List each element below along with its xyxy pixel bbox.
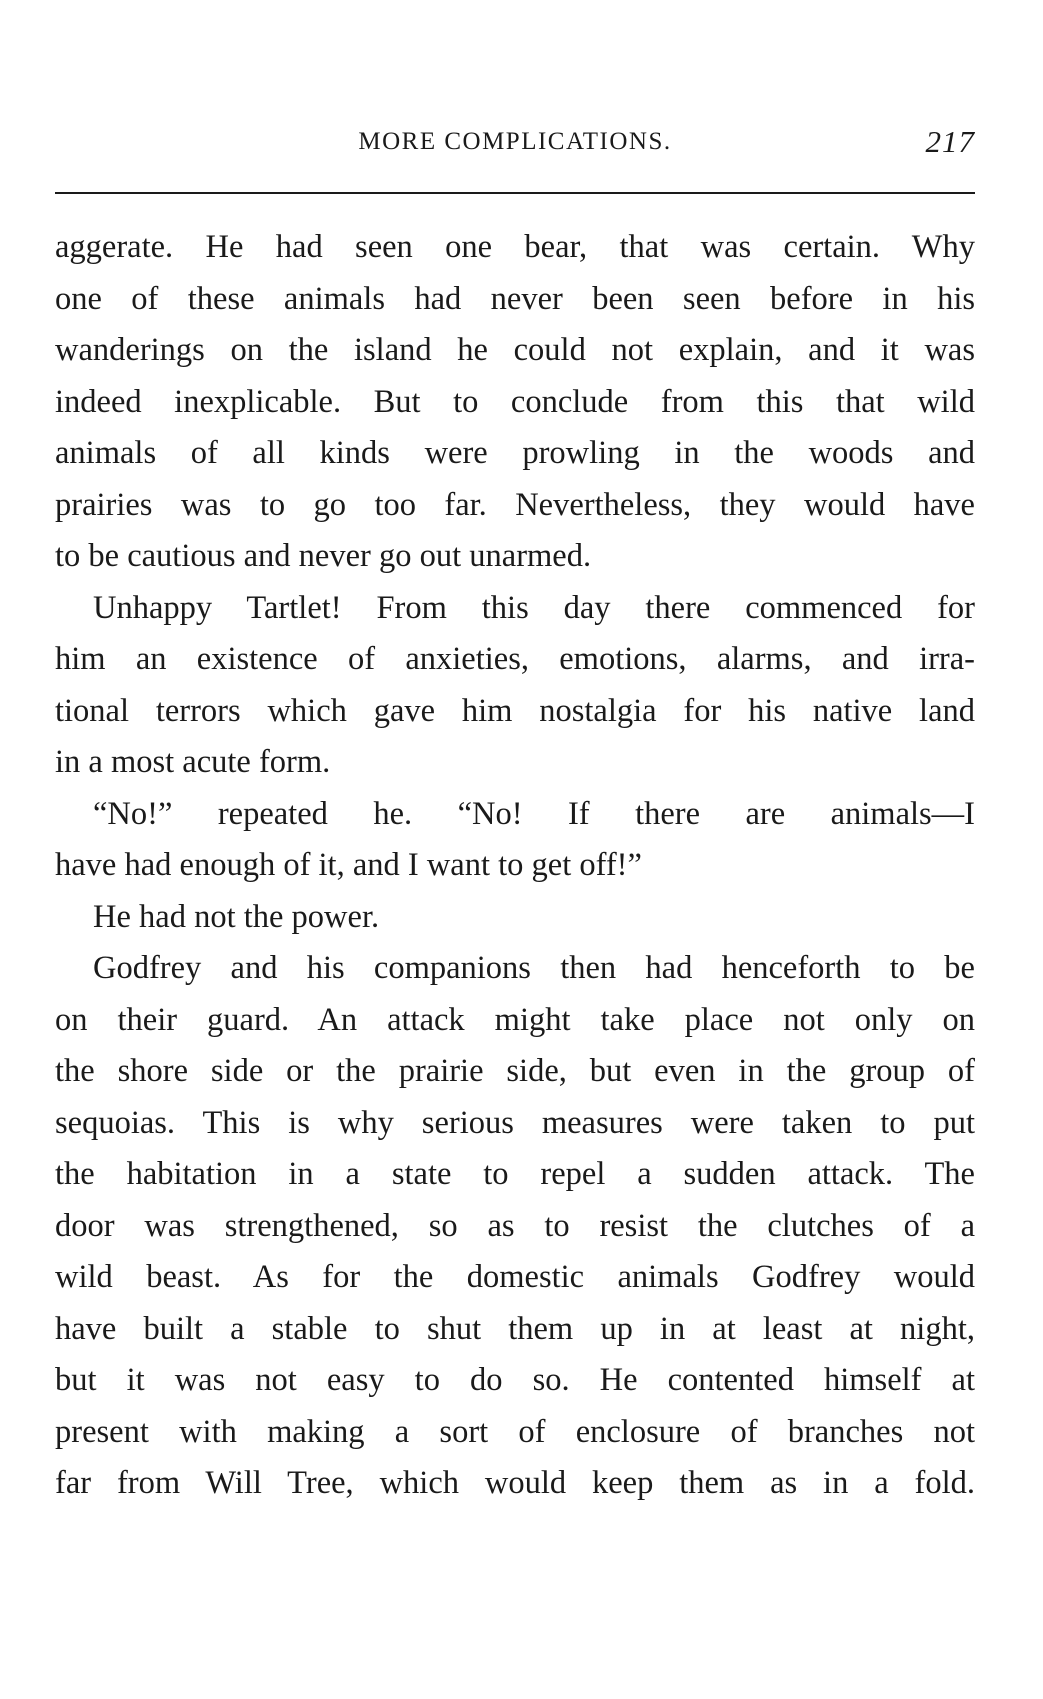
text-line: He had not the power. <box>93 898 380 935</box>
running-head <box>55 124 975 164</box>
text-line: but it was not easy to do so. He contented himself at <box>55 1362 975 1398</box>
text-line: wild beast. As for the domestic animals Godfrey would <box>55 1259 975 1295</box>
text-line: the habitation in a state to repel a sudden attack. The <box>55 1156 975 1192</box>
running-title: MORE COMPLICATIONS. <box>358 128 672 155</box>
body-text <box>55 222 975 1510</box>
text-line: Unhappy Tartlet! From this day there commenced for <box>93 589 975 626</box>
text-line: door was strengthened, so as to resist the clutches of a <box>55 1207 975 1244</box>
page-number: 217 <box>925 124 975 159</box>
text-line: to be cautious and never go out unarmed. <box>55 538 592 574</box>
text-line: aggerate. He had seen one bear, that was certain. Why <box>55 229 975 265</box>
text-line: the shore side or the prairie side, but even in the group of <box>55 1053 975 1089</box>
text-line: sequoias. This is why serious measures were taken to put <box>55 1104 975 1141</box>
text-line: have built a stable to shut them up in at least at night, <box>55 1310 975 1347</box>
text-line: Godfrey and his companions then had henceforth to be <box>93 950 975 986</box>
text-line: have had enough of it, and I want to get off!” <box>55 847 642 883</box>
text-line: present with making a sort of enclosure of branches not <box>55 1413 975 1450</box>
text-line: on their guard. An attack might take place not only on <box>55 1001 975 1038</box>
text-line: “No!” repeated he. “No! If there are animals—I <box>93 795 975 832</box>
text-line: far from Will Tree, which would keep them as in a fold. <box>55 1465 975 1501</box>
text-line: tional terrors which gave him nostalgia for his native land <box>55 692 975 729</box>
text-line: prairies was to go too far. Nevertheless, they would have <box>55 486 975 523</box>
text-line: in a most acute form. <box>55 744 331 780</box>
header-rule <box>55 192 975 194</box>
text-line: indeed inexplicable. But to conclude from this that wild <box>55 383 975 420</box>
text-line: wanderings on the island he could not explain, and it was <box>55 332 975 368</box>
text-line: one of these animals had never been seen before in his <box>55 280 975 317</box>
text-line: him an existence of anxieties, emotions, alarms, and irra- <box>55 641 975 677</box>
text-line: animals of all kinds were prowling in the woods and <box>55 435 975 471</box>
